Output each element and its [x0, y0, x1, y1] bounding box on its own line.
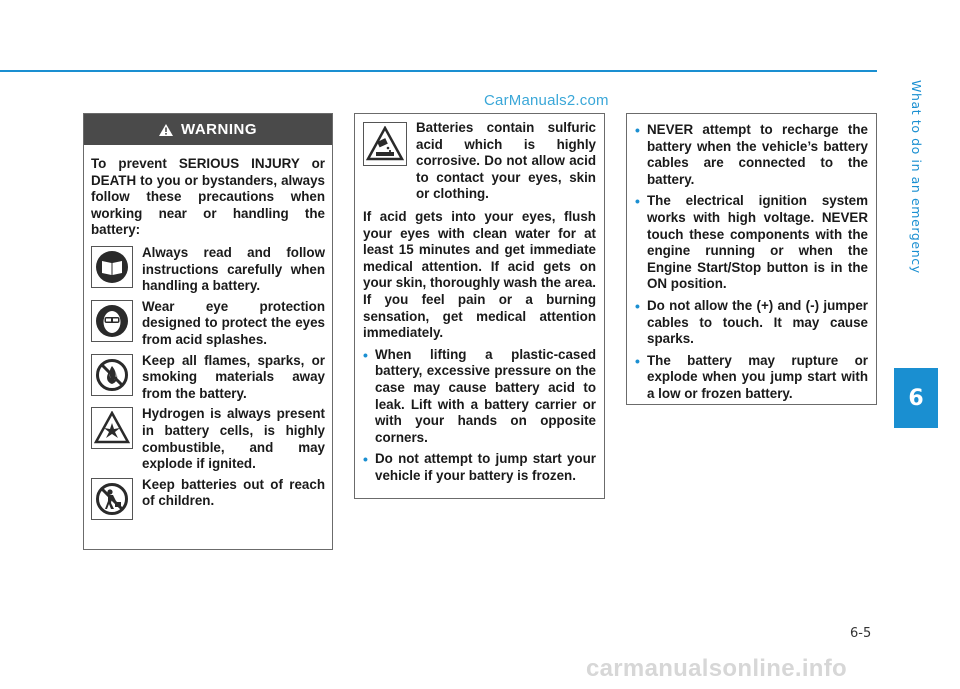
warning-item: [84, 353, 332, 403]
warning-item: [84, 299, 332, 349]
warning-header: [84, 114, 332, 145]
list-item: • Do not attempt to jump start your vehicle if your battery is frozen.: [363, 451, 596, 484]
warning-panel: [83, 113, 333, 550]
warning-item-text: Wear eye protection designed to protect the eyes from acid splashes.: [142, 298, 325, 347]
warning-item-text: Hydrogen is always present in battery cells, is highly combustible, and may explode if ignited.: [142, 406, 325, 472]
right-bullet-list: [627, 114, 876, 403]
no-flames-icon: [91, 354, 133, 396]
list-item: • The battery may rupture or explode when you jump start with a low or frozen battery.: [635, 353, 868, 403]
list-item: • Do not allow the (+) and (-) jumper cables to touch. It may cause sparks.: [635, 298, 868, 348]
warning-item: [84, 245, 332, 295]
warning-title: WARNING: [181, 121, 257, 138]
chapter-tab: 6: [894, 368, 938, 428]
list-item: • The electrical ignition system works with high voltage. NEVER touch these components with the engine running or when the Engine Start/Stop button is in the ON position.: [635, 193, 868, 293]
warning-item-text: Always read and follow instructions carefully when handling a battery.: [142, 244, 325, 294]
first-aid-text: If acid gets into your eyes, flush your eyes with clean water for at least 15 minutes and get immediate medical attention. If acid gets on your skin, thoroughly wash the area. If you feel pain or a burning sensation, get medical attention immediately.: [363, 208, 596, 341]
corrosive-acid-icon: [363, 122, 407, 166]
warning-triangle-icon: [159, 124, 173, 136]
list-item: • When lifting a plastic-cased battery, excessive pressure on the case may cause battery acid to leak. Lift with a battery carrier or with your hands on opposite corners.: [363, 347, 596, 447]
warning-item-text: Keep all flames, sparks, or smoking materials away from the battery.: [142, 352, 325, 401]
section-title: What to do in an emergency: [909, 80, 924, 274]
acid-panel: [354, 113, 605, 499]
warning-item: [84, 406, 332, 472]
acid-text: Batteries contain sulfuric acid which is highly corrosive. Do not allow acid to contact your eyes, skin or clothing.: [416, 120, 596, 202]
header-rule: [0, 70, 877, 72]
jump-start-panel: [626, 113, 877, 405]
keep-children-away-icon: [91, 478, 133, 520]
page-number: 6-5: [850, 626, 872, 641]
warning-item-text: Keep batteries out of reach of children.: [142, 476, 325, 509]
explosive-icon: [91, 407, 133, 449]
watermark-bottom[interactable]: carmanualsonline.info: [586, 655, 848, 682]
warning-item: [84, 477, 332, 520]
eye-protection-icon: [91, 300, 133, 342]
middle-bullet-list: [355, 347, 604, 485]
read-manual-icon: [91, 246, 133, 288]
acid-warning: [355, 114, 604, 203]
warning-intro: To prevent SERIOUS INJURY or DEATH to you or bystanders, always follow these precautions when working near or handling the battery:: [91, 156, 325, 238]
list-item: • NEVER attempt to recharge the battery when the vehicle’s battery cables are connected to the battery.: [635, 122, 868, 188]
watermark-top[interactable]: CarManuals2.com: [484, 92, 609, 109]
